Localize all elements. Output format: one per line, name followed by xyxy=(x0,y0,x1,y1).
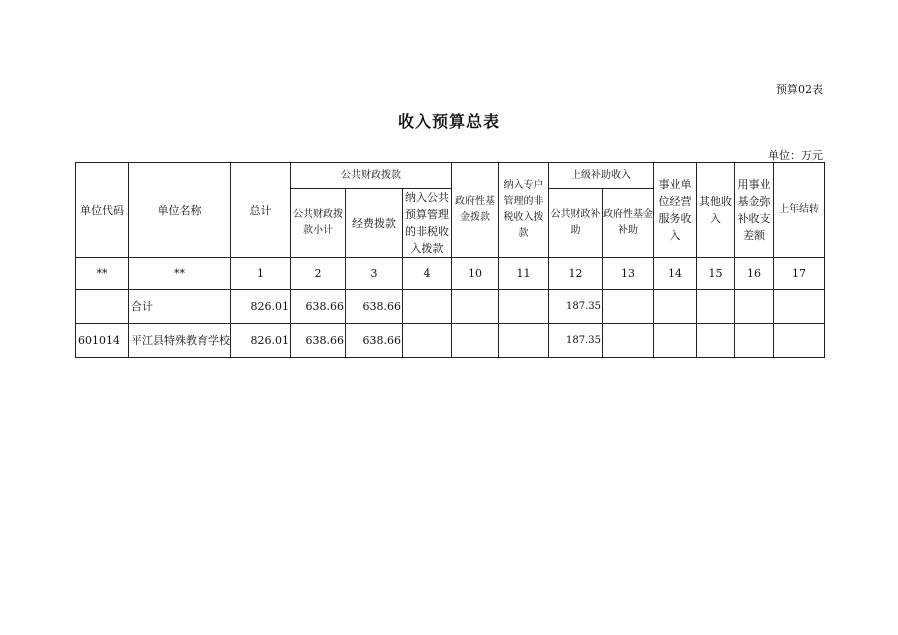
index-cell: 10 xyxy=(452,258,499,290)
cell-name: 平江县特殊教育学校 xyxy=(129,324,231,358)
cell-carryover xyxy=(774,290,825,324)
header-public-finance-group: 公共财政拨款 xyxy=(291,163,452,189)
cell-public-subsidy: 187.35 xyxy=(549,290,603,324)
index-cell: 4 xyxy=(403,258,452,290)
header-expense-allocation: 经费拨款 xyxy=(346,189,403,258)
income-budget-table xyxy=(75,162,825,358)
cell-fund-balance xyxy=(735,324,774,358)
form-number: 预算02表 xyxy=(776,83,823,96)
cell-public-subsidy: 187.35 xyxy=(549,324,603,358)
page-title: 收入预算总表 xyxy=(397,112,500,131)
index-cell: ** xyxy=(129,258,231,290)
header-fund-balance: 用事业基金弥补收支差额 xyxy=(735,163,774,258)
cell-carryover xyxy=(774,324,825,358)
cell-non-tax-public xyxy=(403,324,452,358)
index-cell: 3 xyxy=(346,258,403,290)
cell-public-subtotal: 638.66 xyxy=(291,324,346,358)
cell-operating xyxy=(654,324,697,358)
index-cell: 2 xyxy=(291,258,346,290)
index-cell: ** xyxy=(76,258,129,290)
header-public-finance-subsidy: 公共财政补助 xyxy=(549,189,603,258)
header-unit-code: 单位代码 xyxy=(76,163,129,258)
cell-gov-fund xyxy=(452,324,499,358)
header-unit-name: 单位名称 xyxy=(129,163,231,258)
unit-label: 单位：万元 xyxy=(768,149,823,162)
cell-operating xyxy=(654,290,697,324)
index-cell: 12 xyxy=(549,258,603,290)
cell-code: 601014 xyxy=(76,324,129,358)
cell-non-tax-public xyxy=(403,290,452,324)
index-cell: 11 xyxy=(499,258,549,290)
index-cell: 1 xyxy=(231,258,291,290)
header-non-tax-special: 纳入专户管理的非税收入拨款 xyxy=(499,163,549,258)
cell-gov-fund-subsidy xyxy=(603,290,654,324)
header-gov-fund-subsidy: 政府性基金补助 xyxy=(603,189,654,258)
index-cell: 13 xyxy=(603,258,654,290)
header-operating-income: 事业单位经营服务收入 xyxy=(654,163,697,258)
index-cell: 15 xyxy=(697,258,735,290)
cell-expense: 638.66 xyxy=(346,324,403,358)
cell-expense: 638.66 xyxy=(346,290,403,324)
index-cell: 17 xyxy=(774,258,825,290)
header-other-income: 其他收入 xyxy=(697,163,735,258)
header-superior-subsidy-group: 上级补助收入 xyxy=(549,163,654,189)
header-non-tax-public-budget: 纳入公共预算管理的非税收入拨款 xyxy=(403,189,452,258)
cell-public-subtotal: 638.66 xyxy=(291,290,346,324)
index-cell: 14 xyxy=(654,258,697,290)
header-total: 总计 xyxy=(231,163,291,258)
header-gov-fund-allocation: 政府性基金拨款 xyxy=(452,163,499,258)
cell-gov-fund-subsidy xyxy=(603,324,654,358)
table-row-school xyxy=(76,324,825,358)
cell-code xyxy=(76,290,129,324)
index-cell: 16 xyxy=(735,258,774,290)
header-prior-year-carryover: 上年结转 xyxy=(774,163,825,258)
cell-name: 合计 xyxy=(129,290,231,324)
cell-other xyxy=(697,290,735,324)
header-public-finance-subtotal: 公共财政拨款小计 xyxy=(291,189,346,258)
cell-fund-balance xyxy=(735,290,774,324)
cell-non-tax-special xyxy=(499,290,549,324)
cell-total: 826.01 xyxy=(231,290,291,324)
cell-other xyxy=(697,324,735,358)
cell-gov-fund xyxy=(452,290,499,324)
cell-total: 826.01 xyxy=(231,324,291,358)
table-row-total xyxy=(76,290,825,324)
index-row xyxy=(76,258,825,290)
cell-non-tax-special xyxy=(499,324,549,358)
